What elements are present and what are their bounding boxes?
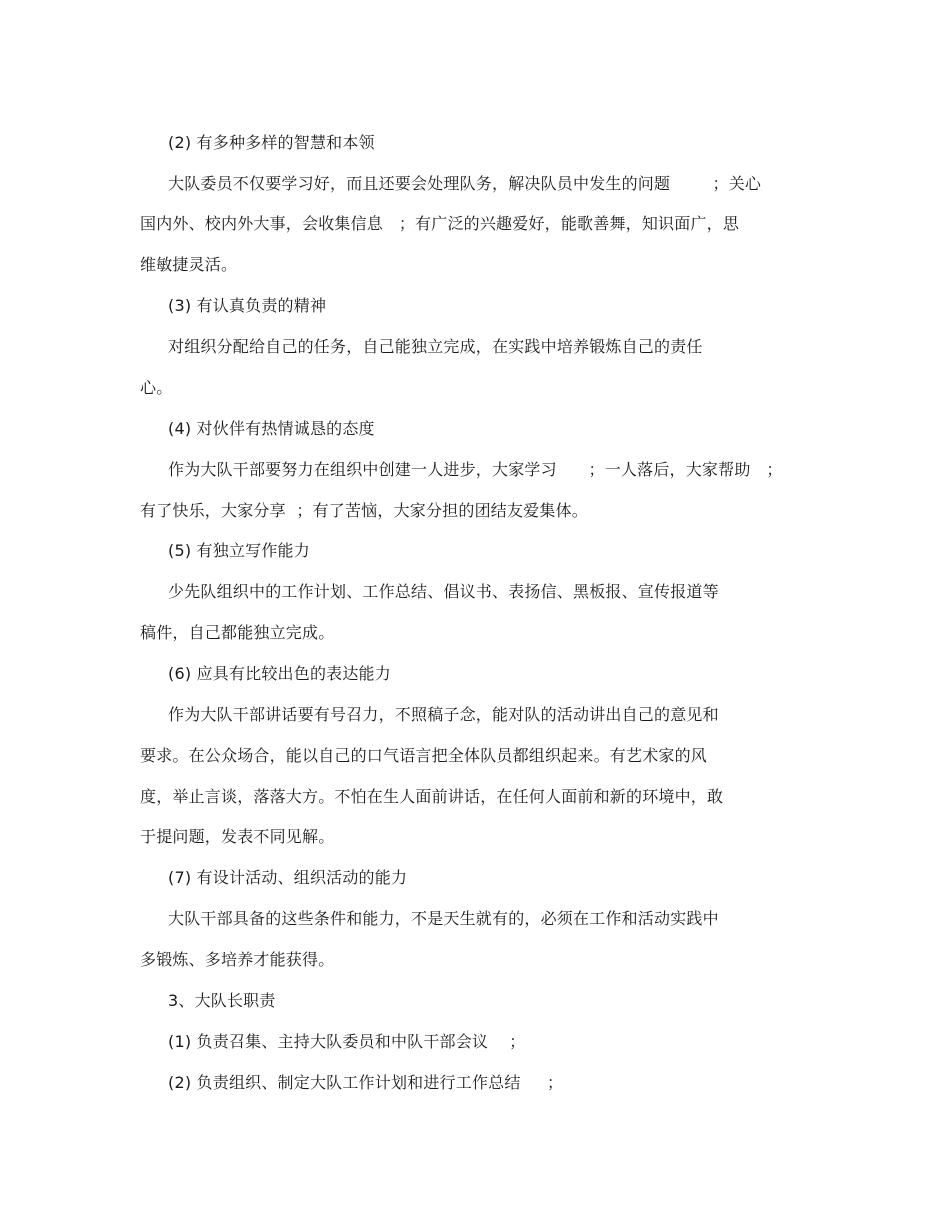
section-heading: (3) 有认真负责的精神 [168, 296, 327, 315]
section-heading: (5) 有独立写作能力 [168, 541, 310, 560]
paragraph-line: 要求。在公众场合，能以自己的口气语言把全体队员都组织起来。有艺术家的风 [140, 746, 708, 765]
paragraph-line: 维敏捷灵活。 [140, 255, 238, 274]
paragraph-line: 作为大队干部要努力在组织中创建一人进步，大家学习 ；一人落后，大家帮助 ； [168, 460, 783, 479]
section-heading: 3、大队长职责 [168, 991, 276, 1010]
paragraph-line: 作为大队干部讲话要有号召力，不照稿子念，能对队的活动讲出自己的意见和 [168, 705, 719, 724]
paragraph-line: 心。 [140, 378, 173, 397]
paragraph-line: 对组织分配给自己的任务，自己能独立完成，在实践中培养锻炼自己的责任 [168, 337, 703, 356]
paragraph-line: 大队委员不仅要学习好，而且还要会处理队务，解决队员中发生的问题 ；关心 [168, 174, 762, 193]
paragraph-line: 于提问题，发表不同见解。 [140, 827, 335, 846]
section-heading: (7) 有设计活动、组织活动的能力 [168, 868, 408, 887]
section-heading: (2) 有多种多样的智慧和本领 [168, 133, 375, 152]
paragraph-line: 多锻炼、多培养才能获得。 [140, 950, 335, 969]
section-heading: (6) 应具有比较出色的表达能力 [168, 664, 391, 683]
paragraph-line: 稿件，自己都能独立完成。 [140, 623, 335, 642]
list-item: (2) 负责组织、制定大队工作计划和进行工作总结 ； [168, 1073, 564, 1092]
section-heading: (4) 对伙伴有热情诚恳的态度 [168, 419, 375, 438]
paragraph-line: 国内外、校内外大事，会收集信息 ；有广泛的兴趣爱好，能歌善舞，知识面广，思 [140, 214, 740, 233]
paragraph-line: 大队干部具备的这些条件和能力，不是天生就有的，必须在工作和活动实践中 [168, 909, 719, 928]
paragraph-line: 少先队组织中的工作计划、工作总结、倡议书、表扬信、黑板报、宣传报道等 [168, 582, 719, 601]
paragraph-line: 有了快乐，大家分享 ；有了苦恼，大家分担的团结友爱集体。 [140, 501, 588, 520]
list-item: (1) 负责召集、主持大队委员和中队干部会议 ； [168, 1032, 526, 1051]
paragraph-line: 度，举止言谈，落落大方。不怕在生人面前讲话，在任何人面前和新的环境中，敢 [140, 787, 724, 806]
